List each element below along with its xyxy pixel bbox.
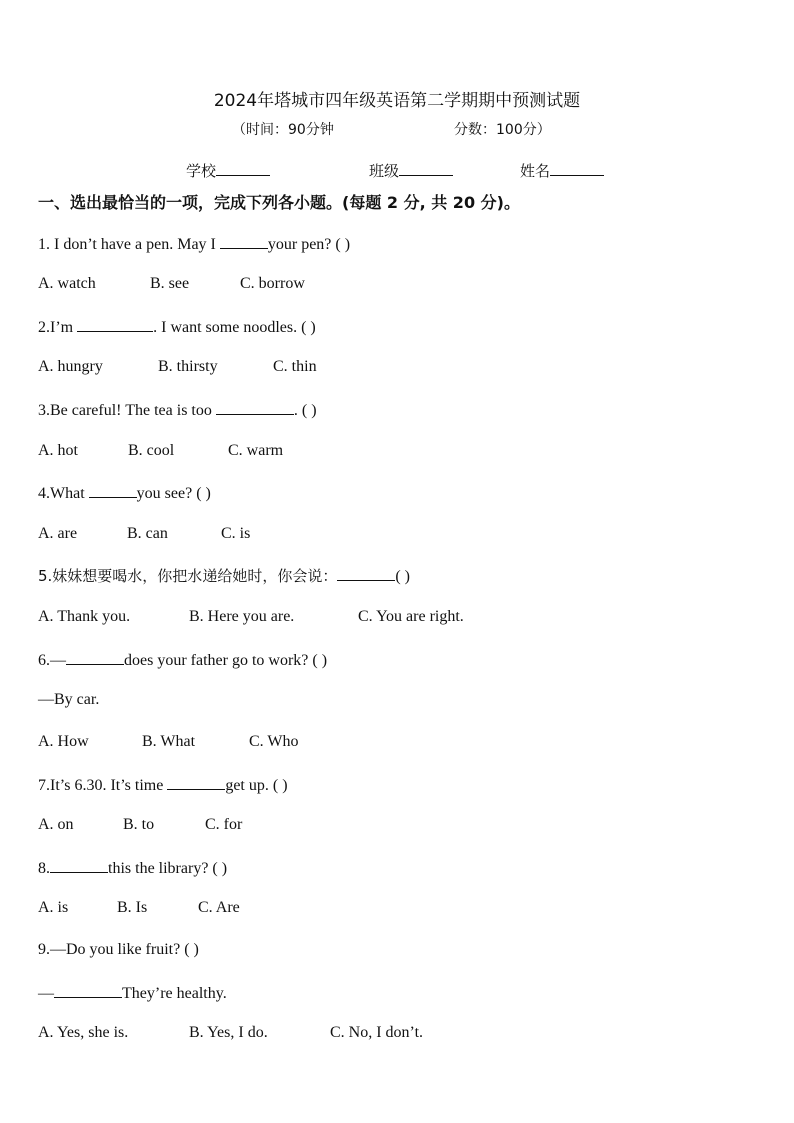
question-2 bbox=[38, 316, 316, 338]
option-c[interactable]: C. is bbox=[221, 525, 251, 542]
name-label: 姓名 bbox=[520, 162, 551, 180]
question-stem-pre: 8. bbox=[38, 860, 50, 877]
class-field bbox=[369, 160, 453, 181]
question-stem-pre: 3.Be careful! The tea is too bbox=[38, 402, 216, 419]
page-title: 2024年塔城市四年级英语第二学期期中预测试题 bbox=[213, 91, 581, 111]
answer-blank[interactable] bbox=[50, 857, 108, 873]
option-b[interactable]: B. to bbox=[123, 816, 155, 833]
option-a[interactable]: A. hungry bbox=[38, 358, 103, 375]
question-stem-post: your pen? ( ) bbox=[267, 236, 351, 253]
question-6-reply: —By car. bbox=[38, 691, 100, 708]
option-c[interactable]: C. warm bbox=[228, 442, 284, 459]
score-label: 分数：100分） bbox=[454, 122, 551, 138]
question-stem-pre: 7.It’s 6.30. It’s time bbox=[38, 777, 168, 794]
option-a[interactable]: A. on bbox=[38, 816, 74, 833]
options-3 bbox=[38, 441, 283, 461]
question-5 bbox=[38, 565, 410, 587]
answer-blank[interactable] bbox=[89, 482, 137, 498]
option-c[interactable]: C. Who bbox=[249, 733, 299, 750]
question-stem-post: get up. ( ) bbox=[225, 777, 288, 794]
options-4 bbox=[38, 524, 250, 544]
answer-blank[interactable] bbox=[337, 565, 395, 581]
question-stem-pre: 5.妹妹想要喝水，你把水递给她时，你会说： bbox=[38, 567, 338, 585]
question-9 bbox=[38, 940, 199, 960]
option-b[interactable]: B. What bbox=[142, 733, 196, 750]
reply-text: They’re healthy. bbox=[122, 985, 227, 1002]
question-stem-pre: 4.What bbox=[38, 485, 89, 502]
name-field bbox=[520, 160, 604, 181]
question-4 bbox=[38, 482, 211, 504]
question-1 bbox=[38, 233, 350, 255]
option-a[interactable]: A. How bbox=[38, 733, 89, 750]
options-5 bbox=[38, 607, 464, 627]
option-b[interactable]: B. can bbox=[127, 525, 168, 542]
exam-meta bbox=[232, 119, 551, 139]
question-stem-post: does your father go to work? ( ) bbox=[124, 652, 328, 669]
question-stem-post: ( ) bbox=[395, 568, 410, 585]
options-6 bbox=[38, 732, 298, 752]
options-2 bbox=[38, 357, 317, 377]
option-c[interactable]: C. for bbox=[205, 816, 243, 833]
question-stem-post: you see? ( ) bbox=[136, 485, 211, 502]
school-label: 学校 bbox=[186, 162, 217, 180]
school-field bbox=[186, 160, 270, 181]
option-c[interactable]: C. borrow bbox=[240, 275, 305, 292]
option-c[interactable]: C. No, I don’t. bbox=[330, 1024, 424, 1041]
question-stem-pre: 9.—Do you like fruit? ( ) bbox=[38, 941, 199, 958]
option-b[interactable]: B. see bbox=[150, 275, 190, 292]
question-stem-pre: 1. I don’t have a pen. May I bbox=[38, 236, 220, 253]
option-b[interactable]: B. cool bbox=[128, 442, 175, 459]
question-7 bbox=[38, 774, 288, 796]
time-label: （时间：90分钟 bbox=[232, 122, 334, 138]
question-8 bbox=[38, 857, 227, 879]
question-6 bbox=[38, 649, 327, 671]
option-b[interactable]: B. Yes, I do. bbox=[189, 1024, 268, 1041]
answer-blank[interactable] bbox=[54, 982, 122, 998]
section-heading: 一、选出最恰当的一项，完成下列各小题。(每题 2 分, 共 20 分)。 bbox=[38, 193, 520, 212]
question-stem-post: this the library? ( ) bbox=[108, 860, 228, 877]
option-a[interactable]: A. is bbox=[38, 899, 69, 916]
options-7 bbox=[38, 815, 242, 835]
class-blank[interactable] bbox=[399, 161, 453, 176]
question-stem-post: . I want some noodles. ( ) bbox=[153, 319, 316, 336]
option-c[interactable]: C. Are bbox=[198, 899, 240, 916]
options-9 bbox=[38, 1023, 423, 1043]
option-b[interactable]: B. thirsty bbox=[158, 358, 218, 375]
option-a[interactable]: A. watch bbox=[38, 275, 96, 292]
question-9-reply bbox=[38, 982, 227, 1004]
option-a[interactable]: A. Yes, she is. bbox=[38, 1024, 129, 1041]
class-label: 班级 bbox=[369, 162, 400, 180]
options-1 bbox=[38, 274, 305, 294]
reply-dash: — bbox=[38, 985, 54, 1002]
options-8 bbox=[38, 898, 240, 918]
answer-blank[interactable] bbox=[220, 233, 268, 249]
answer-blank[interactable] bbox=[66, 649, 124, 665]
question-3 bbox=[38, 399, 317, 421]
option-a[interactable]: A. are bbox=[38, 525, 78, 542]
option-b[interactable]: B. Is bbox=[117, 899, 148, 916]
question-stem-pre: 2.I’m bbox=[38, 319, 78, 336]
option-c[interactable]: C. You are right. bbox=[358, 608, 464, 625]
option-a[interactable]: A. Thank you. bbox=[38, 608, 131, 625]
school-blank[interactable] bbox=[216, 161, 270, 176]
student-info-row bbox=[0, 160, 794, 182]
question-stem-pre: 6.— bbox=[38, 652, 66, 669]
name-blank[interactable] bbox=[550, 161, 604, 176]
option-a[interactable]: A. hot bbox=[38, 442, 78, 459]
question-stem-post: . ( ) bbox=[293, 402, 317, 419]
answer-blank[interactable] bbox=[77, 316, 153, 332]
option-c[interactable]: C. thin bbox=[273, 358, 317, 375]
option-b[interactable]: B. Here you are. bbox=[189, 608, 295, 625]
answer-blank[interactable] bbox=[216, 399, 294, 415]
answer-blank[interactable] bbox=[167, 774, 225, 790]
